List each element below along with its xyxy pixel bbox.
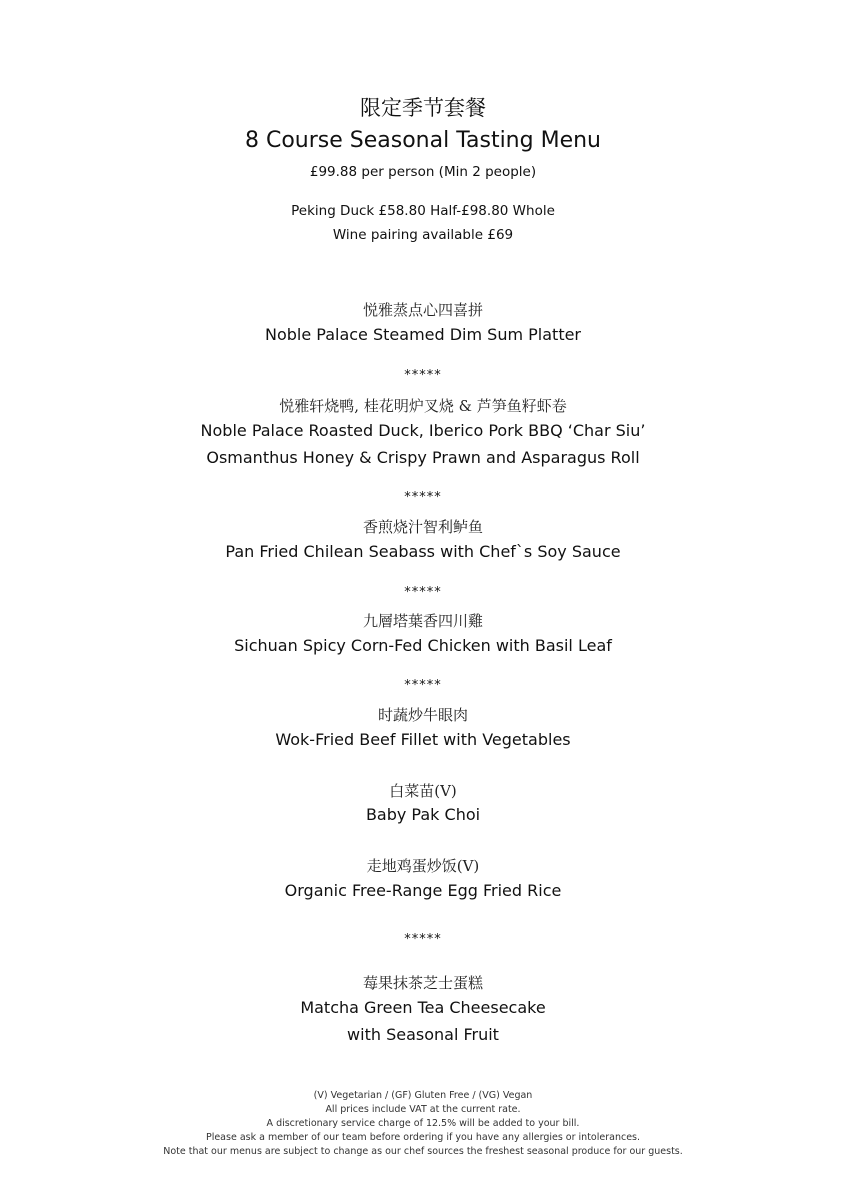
dietary-key: (V) Vegetarian / (GF) Gluten Free / (VG) Vegan xyxy=(313,1090,533,1101)
course-2-chinese: 悦雅轩烧鸭, 桂花明炉叉烧 & 芦笋鱼籽虾卷 xyxy=(279,397,567,415)
menu-title-chinese: 限定季节套餐 xyxy=(360,96,486,120)
course-separator: ***** xyxy=(404,678,442,693)
course-2-name-line-2: Osmanthus Honey & Crispy Prawn and Asparagus Roll xyxy=(206,448,640,467)
menu-change-note: Note that our menus are subject to change as our chef sources the freshest seasonal produce for our guests. xyxy=(163,1146,683,1157)
course-3-name: Pan Fried Chilean Seabass with Chef`s Soy Sauce xyxy=(225,542,621,561)
side-1-name: Baby Pak Choi xyxy=(365,805,481,824)
course-4-chinese: 九層塔葉香四川雞 xyxy=(362,612,483,630)
dessert-name-line-2: with Seasonal Fruit xyxy=(347,1025,499,1044)
course-4-name: Sichuan Spicy Corn-Fed Chicken with Basil Leaf xyxy=(234,636,612,655)
course-2-name: Noble Palace Roasted Duck, Iberico Pork BBQ ‘Char Siu’ xyxy=(200,421,646,440)
dessert-chinese: 莓果抹茶芝士蛋糕 xyxy=(362,974,483,992)
allergy-note: Please ask a member of our team before ordering if you have any allergies or intolerances. xyxy=(205,1132,641,1143)
side-1-chinese: 白菜苗(V) xyxy=(389,782,457,800)
course-1-chinese: 悦雅蒸点心四喜拼 xyxy=(362,301,483,319)
service-charge-note: A discretionary service charge of 12.5% will be added to your bill. xyxy=(266,1118,580,1129)
course-3-chinese: 香煎烧汁智利鲈鱼 xyxy=(362,518,483,536)
menu-title: 8 Course Seasonal Tasting Menu xyxy=(244,128,601,153)
menu-price: £99.88 per person (Min 2 people) xyxy=(309,164,537,180)
course-separator: ***** xyxy=(404,368,442,383)
vat-note: All prices include VAT at the current rate. xyxy=(325,1104,521,1115)
side-2-chinese: 走地鸡蛋炒饭(V) xyxy=(366,857,480,875)
course-separator: ***** xyxy=(404,932,442,947)
course-separator: ***** xyxy=(404,490,442,505)
course-5-chinese: 时蔬炒牛眼肉 xyxy=(377,706,468,724)
wine-pairing-price: Wine pairing available £69 xyxy=(332,227,514,243)
course-5-name: Wok-Fried Beef Fillet with Vegetables xyxy=(275,730,571,749)
course-1-name: Noble Palace Steamed Dim Sum Platter xyxy=(264,325,582,344)
peking-duck-price: Peking Duck £58.80 Half-£98.80 Whole xyxy=(291,203,555,219)
course-separator: ***** xyxy=(404,585,442,600)
dessert-name: Matcha Green Tea Cheesecake xyxy=(300,998,546,1017)
side-2-name: Organic Free-Range Egg Fried Rice xyxy=(284,881,562,900)
